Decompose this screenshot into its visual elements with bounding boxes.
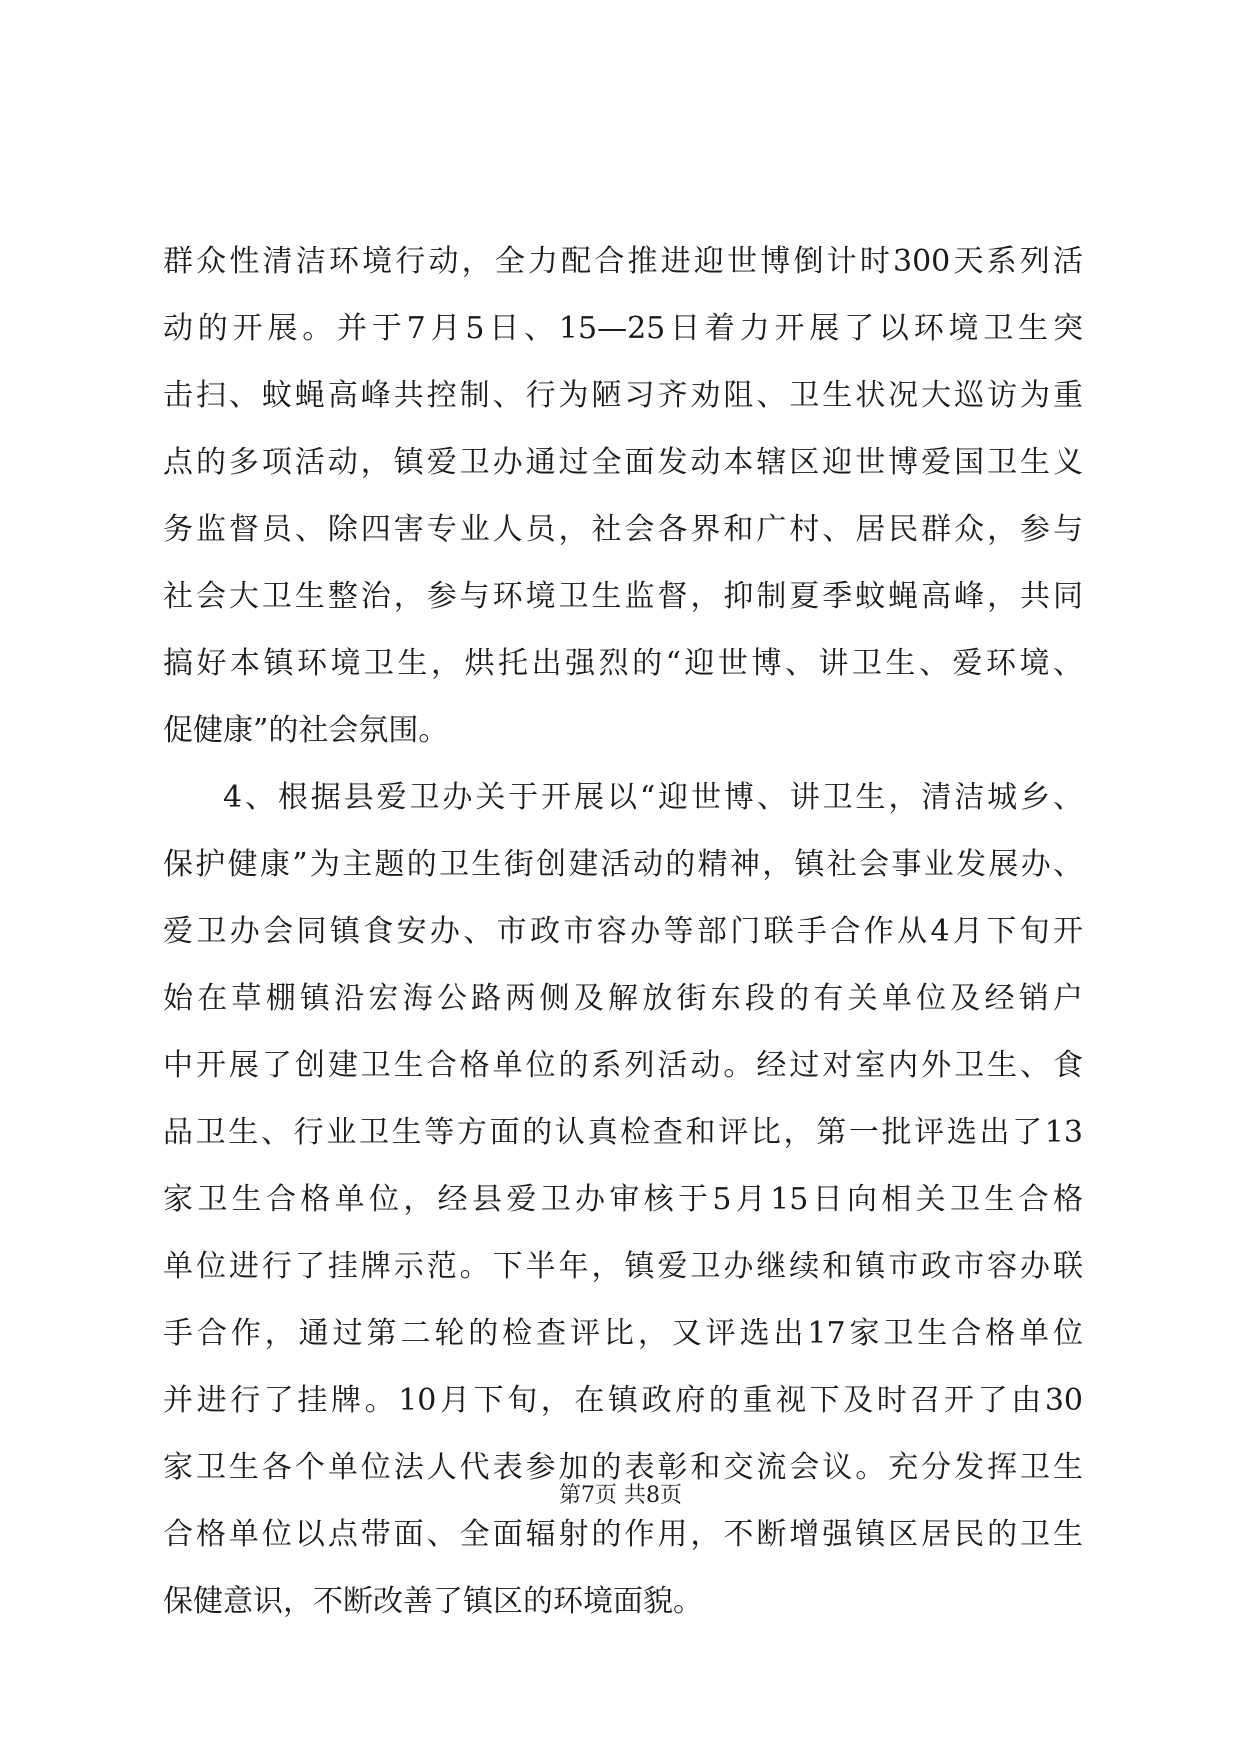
text-line: 搞好本镇环境卫生，烘托出强烈的“迎世博、讲卫生、爱环境、 [163, 646, 1083, 681]
paragraph-end-line: 促健康”的社会氛围。 [163, 713, 449, 748]
text-line: 手合作，通过第二轮的检查评比，又评选出17家卫生合格单位 [163, 1316, 1083, 1351]
text-line: 动的开展。并于7月5日、15—25日着力开展了以环境卫生突 [163, 311, 1083, 346]
text-line: 始在草棚镇沿宏海公路两侧及解放街东段的有关单位及经销户 [163, 981, 1083, 1016]
text-line: 品卫生、行业卫生等方面的认真检查和评比，第一批评选出了13 [163, 1115, 1083, 1150]
text-line: 社会大卫生整治，参与环境卫生监督，抑制夏季蚊蝇高峰，共同 [163, 579, 1083, 614]
page-number-footer: 第7页 共8页 [559, 1483, 682, 1508]
text-line: 务监督员、除四害专业人员，社会各界和广村、居民群众，参与 [163, 512, 1083, 547]
text-line: 保护健康”为主题的卫生街创建活动的精神，镇社会事业发展办、 [163, 847, 1083, 882]
paragraph-start-line: 4、根据县爱卫办关于开展以“迎世博、讲卫生，清洁城乡、 [223, 780, 1083, 815]
text-line: 中开展了创建卫生合格单位的系列活动。经过对室内外卫生、食 [163, 1048, 1083, 1083]
text-line: 并进行了挂牌。10月下旬，在镇政府的重视下及时召开了由30 [163, 1383, 1083, 1418]
text-line: 家卫生合格单位，经县爱卫办审核于5月15日向相关卫生合格 [163, 1182, 1083, 1217]
text-line: 群众性清洁环境行动，全力配合推进迎世博倒计时300天系列活 [163, 244, 1083, 279]
text-line: 家卫生各个单位法人代表参加的表彰和交流会议。充分发挥卫生 [163, 1450, 1083, 1485]
text-line: 击扫、蚊蝇高峰共控制、行为陋习齐劝阻、卫生状况大巡访为重 [163, 378, 1083, 413]
text-line: 点的多项活动，镇爱卫办通过全面发动本辖区迎世博爱国卫生义 [163, 445, 1083, 480]
text-line: 单位进行了挂牌示范。下半年，镇爱卫办继续和镇市政市容办联 [163, 1249, 1083, 1284]
document-body [163, 228, 1083, 1635]
text-line: 合格单位以点带面、全面辐射的作用，不断增强镇区居民的卫生 [163, 1517, 1083, 1552]
paragraph-end-line: 保健意识，不断改善了镇区的环境面貌。 [163, 1584, 703, 1619]
text-line: 爱卫办会同镇食安办、市政市容办等部门联手合作从4月下旬开 [163, 914, 1083, 949]
